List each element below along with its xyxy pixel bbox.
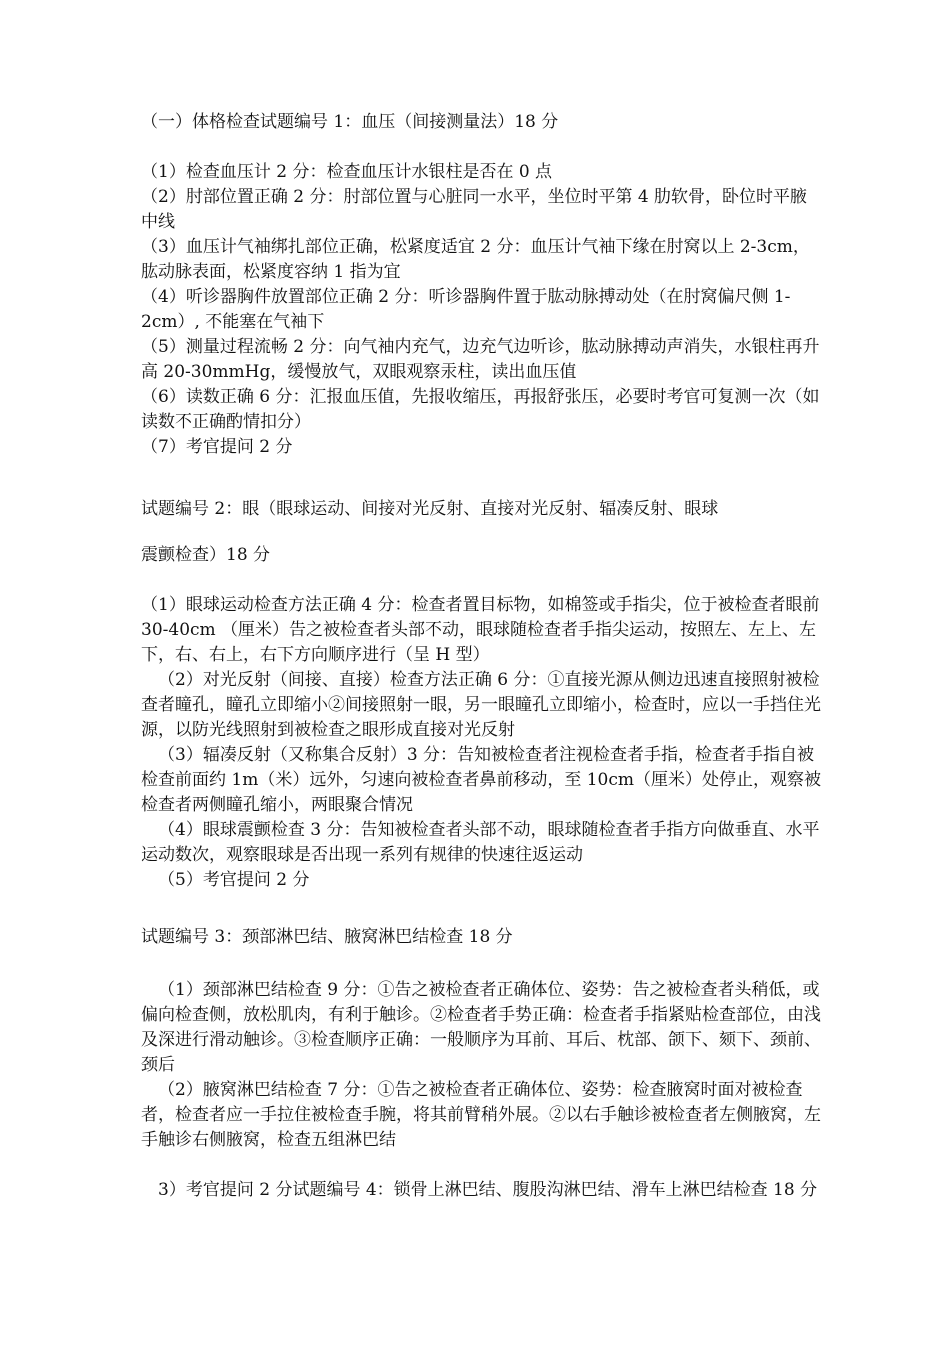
closing-text: 3）考官提问 2 分试题编号 4：锁骨上淋巴结、腹股沟淋巴结、滑车上淋巴结检查 18 分 [158,1180,818,1200]
heading-text: 试题编号 3：颈部淋巴结、腋窝淋巴结检查 18 分 [141,927,513,947]
section-1-heading [141,110,821,160]
list-item: （2）对光反射（间接、直接）检查方法正确 6 分：①直接光源从侧边迅速直接照射被检查者瞳孔，瞳孔立即缩小②间接照射一眼，另一眼瞳孔立即缩小，检查时，应以一手挡住光源，以防光线照射到被检查之眼形成直接对光反射 [141,670,821,740]
heading-text-line-2: 震颤检查）18 分 [141,545,271,565]
section-2-heading [141,497,821,568]
list-item: （3）血压计气袖绑扎部位正确，松紧度适宜 2 分：血压计气袖下缘在肘窝以上 2-3cm，肱动脉表面，松紧度容纳 1 指为宜 [141,237,810,282]
section-3-heading [141,925,821,950]
list-item: （2）肘部位置正确 2 分：肘部位置与心脏同一水平，坐位时平第 4 肋软骨，卧位时平腋中线 [141,187,808,232]
document-body [141,110,825,1203]
list-item: （6）读数正确 6 分：汇报血压值，先报收缩压，再报舒张压，必要时考官可复测一次（如读数不正确酌情扣分） [141,387,820,432]
section-2-items [141,593,825,893]
list-item: （3）辐凑反射（又称集合反射）3 分：告知被检查者注视检查者手指，检查者手指自被检查前面约 1m（米）远外，匀速向被检查者鼻前移动，至 10cm（厘米）处停止，观察被检查者两侧瞳孔缩小，两眼聚合情况 [141,745,822,815]
list-item: （4）听诊器胸件放置部位正确 2 分：听诊器胸件置于肱动脉搏动处（在肘窝偏尺侧 1-2cm）, 不能塞在气袖下 [141,287,791,332]
heading-text-line-1: 试题编号 2：眼（眼球运动、间接对光反射、直接对光反射、辐凑反射、眼球 [141,499,719,519]
heading-text: （一）体格检查试题编号 1：血压（间接测量法）18 分 [141,112,559,132]
list-item: （4）眼球震颤检查 3 分：告知被检查者头部不动，眼球随检查者手指方向做垂直、水平运动数次，观察眼球是否出现一系列有规律的快速往返运动 [141,820,820,865]
list-item: （2）腋窝淋巴结检查 7 分：①告之被检查者正确体位、姿势：检查腋窝时面对被检查者，检查者应一手拉住被检查手腕，将其前臂稍外展。②以右手触诊被检查者左侧腋窝，左手触诊右侧腋窝，检查五组淋巴结 [141,1080,821,1150]
list-item: （7）考官提问 2 分 [141,437,293,457]
list-item: （1）颈部淋巴结检查 9 分：①告之被检查者正确体位、姿势：告之被检查者头稍低，或偏向检查侧，放松肌肉，有利于触诊。②检查者手势正确：检查者手指紧贴检查部位，由浅及深进行滑动触诊。③检查顺序正确：一般顺序为耳前、耳后、枕部、颌下、颏下、颈前、颈后 [141,980,821,1075]
list-item: （1）检查血压计 2 分：检查血压计水银柱是否在 0 点 [141,162,553,182]
section-1-items [141,160,821,460]
section-3-closing [141,1178,821,1203]
section-3-items [141,978,821,1153]
list-item: （5）考官提问 2 分 [158,870,310,890]
list-item: （5）测量过程流畅 2 分：向气袖内充气，边充气边听诊，肱动脉搏动声消失，水银柱再升高 20-30mmHg，缓慢放气，双眼观察汞柱，读出血压值 [141,337,820,382]
list-item: （1）眼球运动检查方法正确 4 分：检查者置目标物，如棉签或手指尖，位于被检查者眼前 30-40cm （厘米）告之被检查者头部不动，眼球随检查者手指尖运动，按照左、左上、左下，右、右上，右下方向顺序进行（呈 H 型） [141,595,825,665]
